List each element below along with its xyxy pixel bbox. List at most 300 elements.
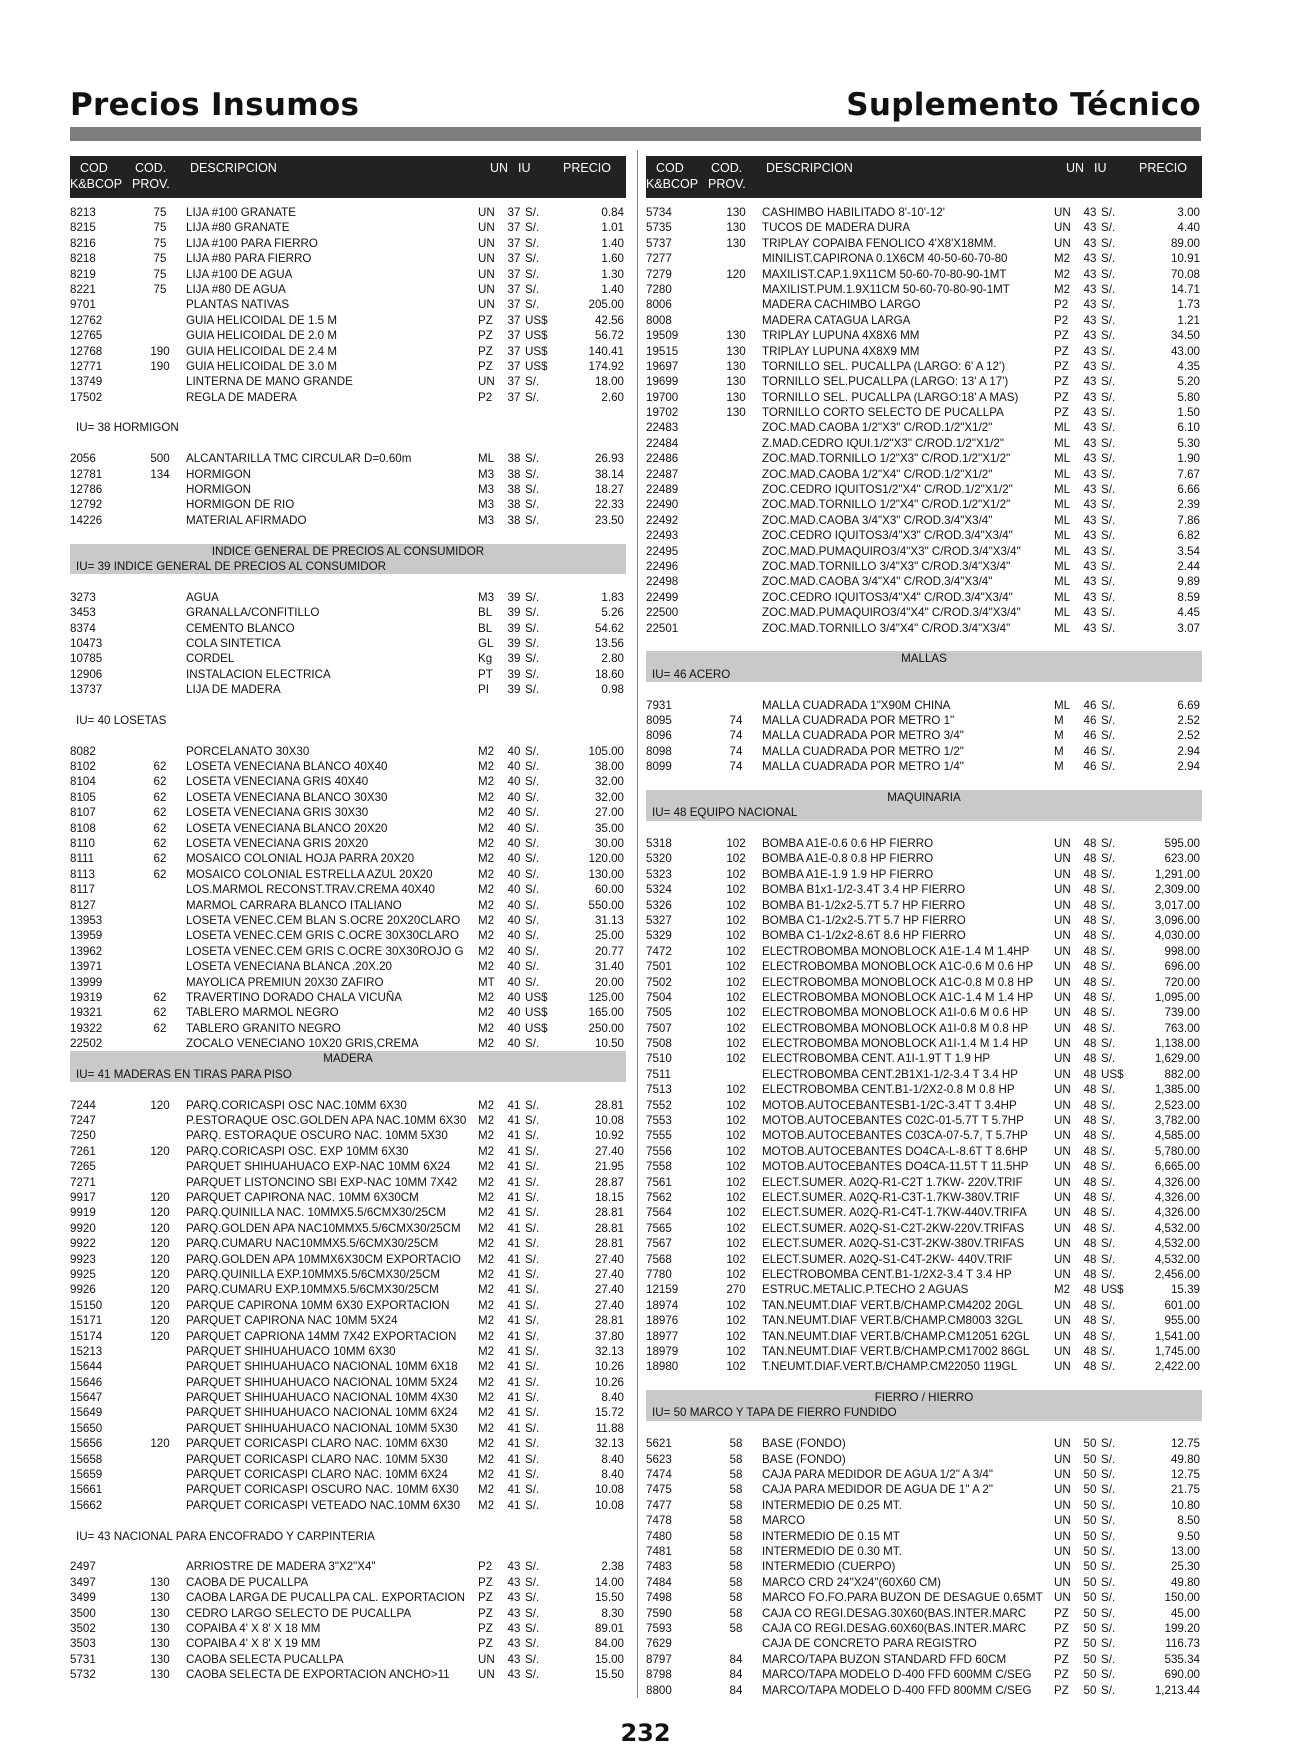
price: 4,030.00	[1154, 929, 1200, 943]
item-code: 22502	[70, 1037, 103, 1051]
unit: UN	[1054, 975, 1071, 989]
item-description: PARQUET CORICASPI VETEADO NAC.10MM 6X30	[186, 1498, 461, 1512]
item-code: 8218	[70, 252, 96, 266]
price: 2.44	[1177, 559, 1200, 573]
provider-code: 62	[153, 990, 167, 1004]
item-code: 12765	[70, 329, 103, 343]
unit: UN	[1054, 1083, 1071, 1097]
currency: S/.	[525, 1037, 540, 1051]
table-row	[646, 990, 1202, 1005]
provider-code	[137, 913, 183, 928]
provider-code	[137, 1128, 183, 1143]
item-description: GUIA HELICOIDAL DE 3.0 M	[186, 359, 337, 373]
item-code: 7511	[646, 1067, 671, 1081]
iu-index: 43	[1083, 390, 1097, 404]
item-code: 13971	[70, 960, 103, 974]
item-code: 7504	[646, 990, 672, 1004]
provider-code: 102	[726, 944, 746, 958]
item-code: 12906	[70, 667, 103, 681]
provider-code: 130	[150, 1668, 170, 1682]
unit: UN	[1054, 1191, 1071, 1204]
item-code: 22493	[646, 529, 679, 543]
iu-index: 43	[1083, 421, 1097, 435]
row-spacer	[646, 821, 1202, 836]
unit: ML	[1054, 544, 1071, 558]
provider-code: 58	[729, 1606, 743, 1620]
item-code: 12792	[70, 498, 103, 512]
iu-index: 48	[1083, 1083, 1097, 1097]
section-heading: IU= 38 HORMIGON	[70, 420, 626, 435]
price: 1.50	[1177, 406, 1200, 420]
price: 70.08	[1170, 267, 1200, 281]
unit: M3	[478, 513, 495, 527]
table-row	[70, 605, 626, 620]
provider-code: 120	[150, 1298, 170, 1312]
table-row	[646, 621, 1202, 636]
price: 1,629.00	[1154, 1052, 1200, 1066]
unit: M2	[478, 1314, 495, 1328]
table-row	[646, 1082, 1202, 1097]
row-spacer	[70, 698, 626, 713]
iu-index: 50	[1083, 1652, 1097, 1666]
provider-code: 62	[153, 837, 167, 851]
price: 18.60	[594, 667, 624, 681]
currency: S/.	[525, 498, 540, 512]
item-description: MADERA CATAGUA LARGA	[762, 313, 911, 327]
provider-code: 102	[726, 837, 746, 851]
currency: S/.	[1101, 498, 1116, 512]
table-row	[70, 1359, 626, 1374]
item-code: 15649	[70, 1406, 103, 1420]
currency: S/.	[1101, 529, 1116, 543]
table-row	[70, 1498, 626, 1513]
table-row	[70, 1652, 626, 1667]
item-description: TUCOS DE MADERA DURA	[762, 221, 911, 235]
item-code: 8800	[646, 1683, 672, 1697]
currency: S/.	[1101, 1360, 1116, 1374]
price: 8.40	[601, 1452, 624, 1466]
item-code: 13749	[70, 375, 103, 389]
price: 10.80	[1170, 1498, 1200, 1512]
table-row	[646, 944, 1202, 959]
provider-code: 120	[150, 1191, 170, 1204]
item-code: 8006	[646, 298, 672, 312]
currency: S/.	[525, 760, 540, 774]
provider-code: 102	[726, 1037, 746, 1051]
price: 10.91	[1170, 252, 1200, 266]
item-code: 18977	[646, 1329, 679, 1343]
unit: UN	[1054, 1329, 1071, 1343]
currency: S/.	[1101, 1591, 1116, 1605]
iu-index: 38	[507, 452, 521, 466]
unit: M2	[478, 1391, 495, 1405]
price: 535.34	[1164, 1652, 1200, 1666]
iu-index: 48	[1083, 990, 1097, 1004]
item-description: PARQUET SHIHUAHUACO NACIONAL 10MM 6X18	[186, 1360, 458, 1374]
unit: ML	[1054, 559, 1071, 573]
price: 1.73	[1177, 298, 1200, 312]
item-description: TRAVERTINO DORADO CHALA VICUÑA	[186, 990, 403, 1004]
item-description: PLANTAS NATIVAS	[186, 298, 290, 312]
unit: UN	[1054, 1314, 1071, 1328]
currency: S/.	[1101, 1468, 1116, 1482]
iu-index: 48	[1083, 1221, 1097, 1235]
item-code: 7558	[646, 1160, 672, 1174]
price: 2.52	[1177, 713, 1200, 727]
iu-index: 50	[1083, 1683, 1097, 1697]
table-row	[70, 1329, 626, 1344]
price: 595.00	[1164, 837, 1200, 851]
item-code: 15650	[70, 1421, 103, 1435]
table-row	[646, 1667, 1202, 1682]
item-code: 5735	[646, 221, 672, 235]
provider-code: 102	[726, 1252, 746, 1266]
price: 1,095.00	[1154, 990, 1200, 1004]
provider-code: 102	[726, 1344, 746, 1358]
row-spacer	[70, 436, 626, 451]
item-code: 5329	[646, 929, 672, 943]
provider-code: 120	[150, 1098, 170, 1112]
provider-code: 75	[153, 236, 167, 250]
currency: S/.	[1101, 1529, 1116, 1543]
table-row	[70, 1005, 626, 1020]
currency: S/.	[525, 744, 540, 758]
iu-index: 43	[1083, 590, 1097, 604]
table-row	[646, 1683, 1202, 1698]
unit: UN	[1054, 1129, 1071, 1143]
item-code: 18980	[646, 1360, 679, 1374]
unit: M2	[478, 944, 495, 958]
currency: S/.	[1101, 990, 1116, 1004]
iu-index: 37	[507, 344, 521, 358]
price: 2.60	[601, 390, 624, 404]
unit: ML	[1054, 436, 1071, 450]
price: 882.00	[1164, 1067, 1200, 1081]
table-row	[646, 1221, 1202, 1236]
item-code: 7244	[70, 1098, 96, 1112]
iu-index: 43	[1083, 575, 1097, 589]
table-row	[70, 790, 626, 805]
unit: M2	[478, 1252, 495, 1266]
currency: S/.	[525, 1144, 540, 1158]
currency: S/.	[1101, 1652, 1116, 1666]
subcategory-band: IU= 46 ACERO	[646, 667, 1202, 682]
table-row	[646, 1128, 1202, 1143]
unit: UN	[1054, 1006, 1071, 1020]
currency: S/.	[525, 1283, 540, 1297]
item-description: INTERMEDIO DE 0.15 MT	[762, 1529, 900, 1543]
currency: S/.	[525, 867, 540, 881]
price: 8.40	[601, 1468, 624, 1482]
price: 32.00	[594, 790, 624, 804]
currency: S/.	[525, 606, 540, 620]
category-band: FIERRO / HIERRO	[646, 1390, 1202, 1405]
iu-index: 48	[1083, 1098, 1097, 1112]
provider-code	[713, 590, 759, 605]
price: 10.26	[594, 1360, 624, 1374]
currency: US$	[525, 1006, 548, 1020]
iu-index: 40	[507, 898, 521, 912]
price: 550.00	[588, 898, 624, 912]
provider-code	[137, 374, 183, 389]
currency: S/.	[525, 1344, 540, 1358]
provider-code: 130	[150, 1591, 170, 1605]
subcategory-band: IU= 48 EQUIPO NACIONAL	[646, 805, 1202, 820]
currency: S/.	[1101, 1191, 1116, 1204]
provider-code	[137, 513, 183, 528]
iu-index: 38	[507, 483, 521, 497]
unit: UN	[478, 298, 495, 312]
iu-index: 48	[1083, 1037, 1097, 1051]
unit: BL	[478, 621, 493, 635]
unit: UN	[1054, 1498, 1071, 1512]
item-code: 7562	[646, 1191, 672, 1204]
item-code: 19702	[646, 406, 679, 420]
header-cod: COD	[656, 161, 684, 175]
provider-code	[137, 390, 183, 405]
provider-code	[713, 297, 759, 312]
price: 32.13	[594, 1344, 624, 1358]
iu-index: 43	[507, 1575, 521, 1589]
item-code: 19700	[646, 390, 679, 404]
price: 165.00	[588, 1006, 624, 1020]
provider-code	[137, 1390, 183, 1405]
currency: S/.	[525, 1329, 540, 1343]
table-row	[646, 590, 1202, 605]
table-row	[70, 667, 626, 682]
iu-index: 50	[1083, 1437, 1097, 1451]
currency: S/.	[525, 1114, 540, 1128]
provider-code: 134	[150, 467, 170, 481]
currency: S/.	[1101, 1437, 1116, 1451]
provider-code	[137, 297, 183, 312]
iu-index: 41	[507, 1206, 521, 1220]
table-row	[646, 574, 1202, 589]
table-row	[70, 1190, 626, 1205]
item-description: LOSETA VENECIANA GRIS 20X20	[186, 837, 369, 851]
iu-index: 37	[507, 252, 521, 266]
unit: PZ	[1054, 344, 1069, 358]
provider-code	[137, 1036, 183, 1051]
iu-index: 43	[1083, 436, 1097, 450]
table-row	[70, 990, 626, 1005]
provider-code: 190	[150, 344, 170, 358]
price: 89.01	[594, 1621, 624, 1635]
currency: S/.	[1101, 713, 1116, 727]
unit: PZ	[1054, 1683, 1069, 1697]
provider-code: 120	[150, 1329, 170, 1343]
item-code: 7590	[646, 1606, 672, 1620]
iu-index: 39	[507, 683, 521, 697]
iu-index: 48	[1083, 867, 1097, 881]
iu-index: 40	[507, 852, 521, 866]
iu-index: 48	[1083, 960, 1097, 974]
iu-index: 40	[507, 975, 521, 989]
price: 7.86	[1177, 513, 1200, 527]
provider-code	[137, 1344, 183, 1359]
table-row	[70, 1575, 626, 1590]
unit: M2	[478, 1144, 495, 1158]
currency: S/.	[1101, 1637, 1116, 1651]
item-code: 8797	[646, 1652, 672, 1666]
table-row	[646, 220, 1202, 235]
table-row	[70, 1452, 626, 1467]
iu-index: 48	[1083, 1144, 1097, 1158]
row-spacer	[70, 405, 626, 420]
price: 6.10	[1177, 421, 1200, 435]
iu-index: 48	[1083, 898, 1097, 912]
iu-index: 41	[507, 1160, 521, 1174]
price: 10.50	[594, 1037, 624, 1051]
price: 2,309.00	[1154, 883, 1200, 897]
item-description: MOTOB.AUTOCEBANTES DO4CA-11.5T T 11.5HP	[762, 1160, 1029, 1174]
item-description: LIJA #80 GRANATE	[186, 221, 290, 235]
item-description: PARQ.CUMARU NAC10MMX5.5/6CMX30/25CM	[186, 1237, 439, 1251]
price: 15.00	[594, 1652, 624, 1666]
item-description: MALLA CUADRADA 1"X90M CHINA	[762, 698, 951, 712]
unit: M2	[1054, 1283, 1071, 1297]
currency: S/.	[525, 898, 540, 912]
item-description: LIJA #80 DE AGUA	[186, 282, 286, 296]
item-description: LIJA #80 PARA FIERRO	[186, 252, 312, 266]
price: 1.90	[1177, 452, 1200, 466]
table-row	[646, 1282, 1202, 1297]
currency: S/.	[1101, 975, 1116, 989]
item-description: MINILIST.CAPIRONA 0.1X6CM 40-50-60-70-80	[762, 252, 1008, 266]
currency: S/.	[525, 282, 540, 296]
unit: M2	[478, 1114, 495, 1128]
provider-code: 120	[150, 1267, 170, 1281]
currency: S/.	[525, 1129, 540, 1143]
table-row	[646, 1359, 1202, 1374]
unit: UN	[478, 1668, 495, 1682]
table-row	[70, 759, 626, 774]
subcategory-band: IU= 39 INDICE GENERAL DE PRECIOS AL CONSUMIDOR	[70, 559, 626, 574]
currency: S/.	[525, 1252, 540, 1266]
price: 30.00	[594, 837, 624, 851]
iu-index: 39	[507, 590, 521, 604]
iu-index: 50	[1083, 1606, 1097, 1620]
item-code: 22490	[646, 498, 679, 512]
table-row	[70, 590, 626, 605]
currency: S/.	[1101, 898, 1116, 912]
item-code: 13999	[70, 975, 103, 989]
currency: US$	[1101, 1067, 1124, 1081]
item-description: T.NEUMT.DIAF.VERT.B/CHAMP.CM22050 119GL	[762, 1360, 1018, 1374]
iu-index: 48	[1083, 913, 1097, 927]
price: 1,745.00	[1154, 1344, 1200, 1358]
unit: UN	[1054, 1037, 1071, 1051]
price: 54.62	[594, 621, 624, 635]
item-description: INTERMEDIO DE 0.25 MT.	[762, 1498, 902, 1512]
provider-code	[137, 1498, 183, 1513]
table-row	[646, 1529, 1202, 1544]
item-code: 17502	[70, 390, 103, 404]
provider-code	[137, 882, 183, 897]
price: 49.80	[1170, 1575, 1200, 1589]
unit: PZ	[1054, 390, 1069, 404]
provider-code: 102	[726, 1052, 746, 1066]
provider-code	[713, 621, 759, 636]
provider-code: 102	[726, 1298, 746, 1312]
item-description: LIJA #100 GRANATE	[186, 206, 296, 219]
item-code: 9923	[70, 1252, 96, 1266]
iu-index: 40	[507, 775, 521, 789]
page-title: Precios Insumos	[70, 87, 360, 123]
item-description: LOSETA VENEC.CEM GRIS C.OCRE 30X30CLARO	[186, 929, 459, 943]
item-code: 5320	[646, 852, 672, 866]
iu-index: 48	[1083, 1329, 1097, 1343]
currency: S/.	[1101, 1606, 1116, 1620]
price: 27.40	[594, 1252, 624, 1266]
item-code: 22498	[646, 575, 679, 589]
table-row	[70, 1221, 626, 1236]
item-description: BOMBA A1E-0.8 0.8 HP FIERRO	[762, 852, 934, 866]
provider-code: 62	[153, 790, 167, 804]
table-row	[646, 1190, 1202, 1205]
provider-code: 102	[726, 1160, 746, 1174]
provider-code	[713, 605, 759, 620]
iu-index: 48	[1083, 975, 1097, 989]
item-code: 2497	[70, 1560, 96, 1574]
price: 27.40	[594, 1298, 624, 1312]
provider-code	[713, 574, 759, 589]
unit: UN	[478, 236, 495, 250]
unit: PZ	[1054, 1637, 1069, 1651]
currency: S/.	[1101, 744, 1116, 758]
provider-code: 84	[729, 1652, 743, 1666]
price: 116.73	[1165, 1637, 1200, 1651]
price: 250.00	[588, 1021, 624, 1035]
iu-index: 39	[507, 606, 521, 620]
item-code: 8104	[70, 775, 96, 789]
unit: UN	[1054, 1560, 1071, 1574]
currency: S/.	[1101, 298, 1116, 312]
item-description: GUIA HELICOIDAL DE 2.0 M	[186, 329, 337, 343]
price: 32.13	[594, 1437, 624, 1451]
unit: UN	[1054, 1160, 1071, 1174]
item-description: ELECTROBOMBA CENT.B1-1/2X2-3.4 T 3.4 HP	[762, 1267, 1012, 1281]
price: 4,532.00	[1154, 1237, 1200, 1251]
table-row	[646, 1021, 1202, 1036]
currency: S/.	[525, 944, 540, 958]
table-row	[646, 297, 1202, 312]
provider-code: 74	[729, 744, 743, 758]
table-row	[70, 882, 626, 897]
currency: S/.	[525, 1191, 540, 1204]
item-code: 3497	[70, 1575, 96, 1589]
table-row	[646, 1544, 1202, 1559]
item-description: PARQUET CORICASPI CLARO NAC. 10MM 5X30	[186, 1452, 448, 1466]
unit: M2	[478, 1298, 495, 1312]
item-description: REGLA DE MADERA	[186, 390, 297, 404]
unit: M2	[478, 1344, 495, 1358]
provider-code	[713, 482, 759, 497]
iu-index: 41	[507, 1437, 521, 1451]
iu-index: 39	[507, 667, 521, 681]
table-row	[646, 605, 1202, 620]
item-code: 8105	[70, 790, 96, 804]
provider-code	[137, 1113, 183, 1128]
price: 27.40	[594, 1144, 624, 1158]
provider-code	[137, 928, 183, 943]
provider-code: 130	[726, 406, 746, 420]
section-title: Suplemento Técnico	[846, 87, 1201, 123]
unit: PZ	[478, 344, 493, 358]
table-row	[646, 1051, 1202, 1066]
iu-index: 43	[507, 1652, 521, 1666]
unit: PZ	[478, 1621, 493, 1635]
